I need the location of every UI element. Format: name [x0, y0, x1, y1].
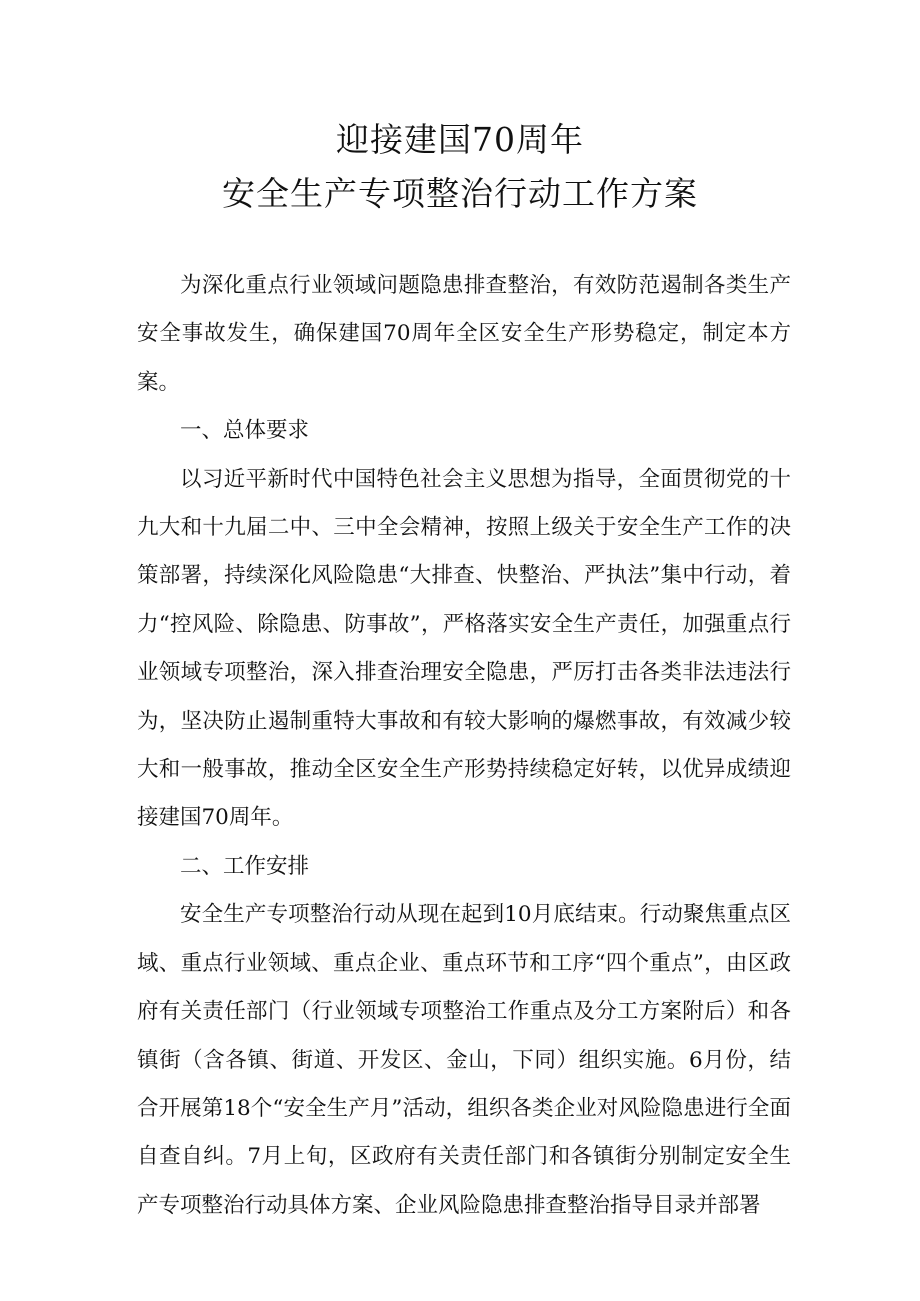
intro-paragraph: 为深化重点行业领域问题隐患排查整治，有效防范遏制各类生产安全事故发生，确保建国70周年全区安全生产形势稳定，制定本方案。	[137, 273, 791, 395]
document-title-line-2: 安全生产专项整治行动工作方案	[222, 174, 698, 213]
general-requirements-paragraph: 以习近平新时代中国特色社会主义思想为指导，全面贯彻党的十九大和十九届二中、三中全会精神，按照上级关于安全生产工作的决策部署，持续深化风险隐患“大排查、快整治、严执法”集中行动，着力“控风险、除隐患、防事故”，严格落实安全生产责任，加强重点行业领域专项整治，深入排查治理安全隐患，严厉打击各类非法违法行为，坚决防止遏制重特大事故和有较大影响的爆燃事故，有效减少较大和一般事故，推动全区安全生产形势持续稳定好转，以优异成绩迎接建国70周年。	[137, 466, 791, 831]
document-body	[137, 262, 791, 1230]
document-title-line-1: 迎接建国70周年	[336, 120, 584, 159]
work-arrangement-paragraph: 安全生产专项整治行动从现在起到10月底结束。行动聚焦重点区域、重点行业领域、重点企业、重点环节和工序“四个重点”，由区政府有关责任部门（行业领域专项整治工作重点及分工方案附后）和各镇街（含各镇、街道、开发区、金山，下同）组织实施。6月份，结合开展第18个“安全生产月”活动，组织各类企业对风险隐患进行全面自查自纠。7月上旬，区政府有关责任部门和各镇街分别制定安全生产专项整治行动具体方案、企业风险隐患排查整治指导目录并部署	[137, 902, 791, 1218]
section-heading-general-requirements: 一、总体要求	[180, 418, 310, 444]
section-heading-work-arrangement: 二、工作安排	[180, 853, 310, 879]
